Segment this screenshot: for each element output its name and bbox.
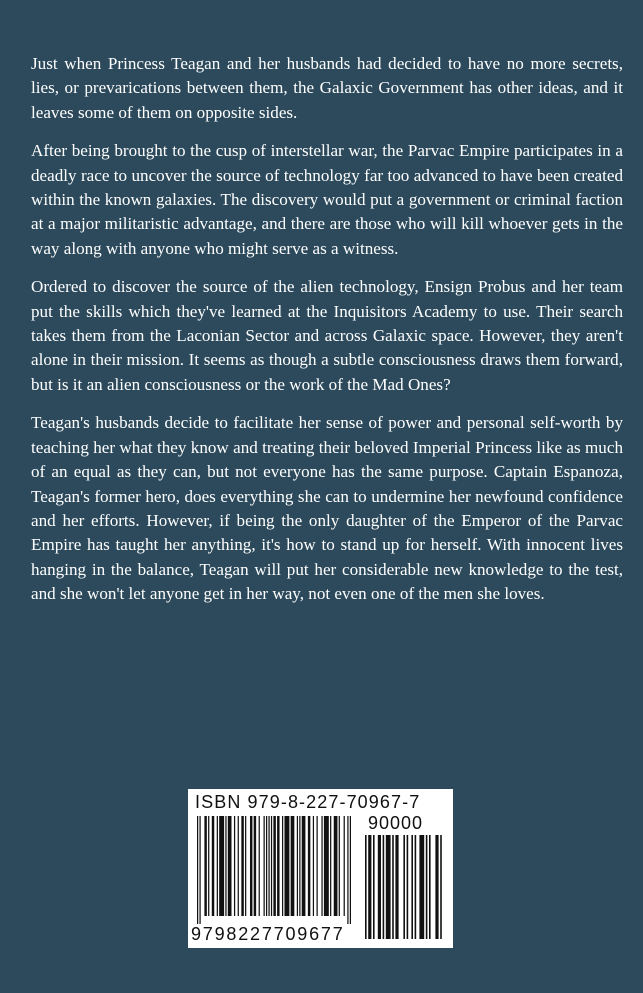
blurb-paragraph-3: Ordered to discover the source of the alien technology, Ensign Probus and her team put the skills which they've learned at the Inquisitors Academy to use. Their search takes them from the Laconian Sector and across Galaxic space. However, they aren't alone in their mission. It seems as though a subtle consciousness draws them forward, but is it an alien consciousness or the work of the Mad Ones? <box>31 277 623 394</box>
ean-barcode <box>197 816 351 926</box>
blurb-paragraph-4: Teagan's husbands decide to facilitate her sense of power and personal self-worth by teaching her what they know and treating their beloved Imperial Princess like as much of an equal as they can, but not everyone has the same purpose. Captain Espanoza, Teagan's former hero, does everything she can to undermine her newfound confidence and her efforts. However, if being the only daughter of the Emperor of the Parvac Empire has taught her anything, it's how to stand up for herself. With innocent lives hanging in the balance, Teagan will put her considerable new knowledge to the test, and she won't let anyone get in her way, not even one of the men she loves. <box>31 413 623 604</box>
price-addon-barcode <box>365 835 445 939</box>
isbn-label: ISBN 979-8-227-70967-7 <box>195 792 421 812</box>
isbn-barcode-box <box>188 789 453 948</box>
back-cover-blurb <box>31 52 623 621</box>
blurb-paragraph-2: After being brought to the cusp of interstellar war, the Parvac Empire participates in a deadly race to uncover the source of technology far too advanced to have been created within the known galaxies. The discovery would put a government or criminal faction at a major militaristic advantage, and there are those who will kill whoever gets in the way along with anyone who might serve as a witness. <box>31 141 623 258</box>
blurb-paragraph-1: Just when Princess Teagan and her husbands had decided to have no more secrets, lies, or prevarications between them, the Galaxic Government has other ideas, and it leaves some of them on opposite sides. <box>31 54 623 122</box>
price-code: 90000 <box>368 813 424 833</box>
barcode-digits: 9798227709677 <box>191 924 345 944</box>
